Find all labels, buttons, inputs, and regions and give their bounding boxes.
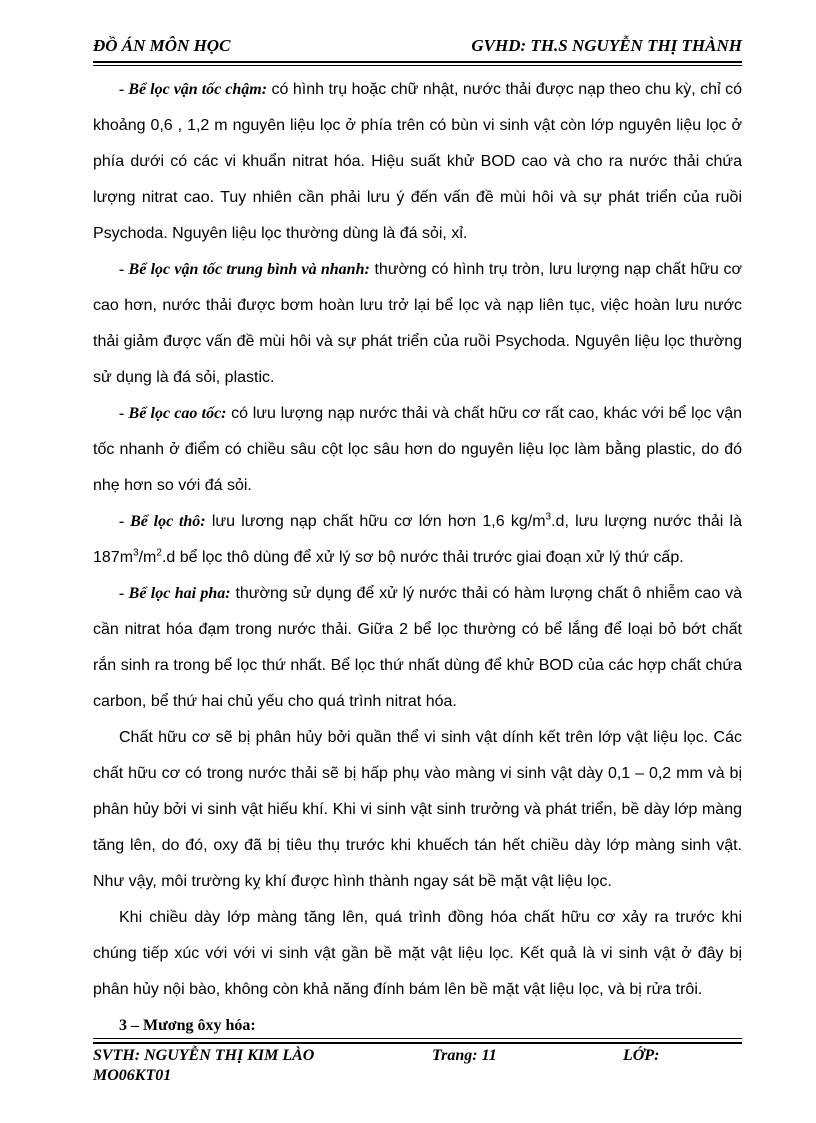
paragraph-text-part: /m — [138, 549, 157, 566]
section-heading: 3 – Mương ôxy hóa: — [119, 1017, 256, 1034]
footer-class: LỚP: — [623, 1047, 660, 1064]
header-course-title: ĐỒ ÁN MÔN HỌC — [93, 36, 231, 55]
paragraph-text: có lưu lượng nạp nước thải và chất hữu cơ rất cao, khác với bể lọc vận tốc nhanh ở điểm có chiều sâu cột lọc sâu hơn do nguyên liệu lọc làm bằng plastic, do đó nhẹ hơn so với đá sỏi. — [93, 405, 742, 494]
paragraph-text: thường sử dụng để xử lý nước thải có hàm lượng chất ô nhiễm cao và cần nitrat hóa đạm trong nước thải. Giữa 2 bể lọc thường có bể lắng để loại bỏ bớt chất rắn sinh ra trong bể lọc thứ nhất. Bể lọc thứ nhất dùng để khử BOD của các hợp chất chứa carbon, bể thứ hai chủ yếu cho quá trình nitrat hóa. — [93, 585, 743, 710]
paragraph-two-stage-filter — [93, 576, 742, 720]
paragraph-high-rate-filter — [93, 396, 742, 504]
paragraph-slow-filter — [93, 72, 742, 252]
header-rule-thick — [93, 61, 742, 63]
footer-student: SVTH: NGUYỄN THỊ KIM LÀO MO06KT01 — [93, 1047, 315, 1084]
paragraph-roughing-filter — [93, 504, 742, 576]
term-medium-fast-filter: - Bể lọc vận tốc trung bình và nhanh: — [119, 261, 370, 278]
footer-page-number: Trang: 11 — [432, 1047, 497, 1064]
paragraph-biofilm-decomposition: Chất hữu cơ sẽ bị phân hủy bởi quần thể vi sinh vật dính kết trên lớp vật liệu lọc. Các chất hữu cơ có trong nước thải sẽ bị hấp phụ vào màng vi sinh vật dày 0,1 – 0,2 mm và bị phân hủy bởi vi sinh vật hiếu khí. Khi vi sinh vật sinh trưởng và phát triển, bề dày lớp màng tăng lên, do đó, oxy đã bị tiêu thụ trước khi khuếch tán hết chiều dày lớp màng sinh vật. Như vậy, môi trường kỵ khí được hình thành ngay sát bề mặt vật liệu lọc. — [93, 729, 742, 890]
superscript: 3 — [545, 511, 552, 523]
paragraph-text-part: lưu lương nạp chất hữu cơ lớn hơn 1,6 kg/m — [205, 513, 546, 530]
superscript: 2 — [156, 547, 162, 559]
page-header — [93, 36, 742, 60]
term-slow-filter: - Bể lọc vận tốc chậm: — [119, 81, 268, 98]
paragraph-text-part: .d bể lọc thô dùng để xử lý sơ bộ nước thải trước giai đoạn xử lý thứ cấp. — [161, 549, 684, 566]
header-rule-thin — [93, 65, 742, 66]
paragraph-medium-fast-filter — [93, 252, 742, 396]
paragraph-text: có hình trụ hoặc chữ nhật, nước thải được nạp theo chu kỳ, chỉ có khoảng 0,6 , 1,2 m nguyên liệu lọc ở phía trên có bùn vi sinh vật còn lớp nguyên liệu lọc ở phía dưới có các vi khuẩn nitrat hóa. Hiệu suất khử BOD cao và cho ra nước thải chứa lượng nitrat cao. Tuy nhiên cần phải lưu ý đến vấn đề mùi hôi và sự phát triển của ruồi Psychoda. Nguyên liệu lọc thường dùng là đá sỏi, xỉ. — [93, 81, 742, 242]
header-instructor: GVHD: TH.S NGUYỄN THỊ THÀNH — [471, 36, 742, 55]
term-two-stage-filter: - Bể lọc hai pha: — [119, 585, 231, 602]
term-high-rate-filter: - Bể lọc cao tốc: — [119, 405, 227, 422]
superscript: 3 — [133, 547, 139, 559]
paragraph-biofilm-sloughing: Khi chiều dày lớp màng tăng lên, quá trình đồng hóa chất hữu cơ xảy ra trước khi chúng tiếp xúc với với vi sinh vật gần bề mặt vật liệu lọc. Kết quả là vi sinh vật ở đây bị phân hủy nội bào, không còn khả năng đính bám lên bề mặt vật liệu lọc, và bị rửa trôi. — [93, 909, 742, 998]
paragraph-text: thường có hình trụ tròn, lưu lượng nạp chất hữu cơ cao hơn, nước thải được bơm hoàn lưu trở lại bể lọc và nạp liên tục, việc hoàn lưu nước thải giảm được vấn đề mùi hôi và sự phát triển của ruồi Psychoda. Nguyên liệu lọc thường sử dụng là đá sỏi, plastic. — [93, 261, 743, 386]
footer-rule-thin — [93, 1038, 742, 1039]
paragraph-text-part: .d, lưu lượng nước thải là 187m — [93, 513, 742, 566]
term-roughing-filter: - Bể lọc thô: — [119, 513, 206, 530]
footer-rule-thick — [93, 1042, 742, 1044]
document-body — [93, 72, 742, 1044]
